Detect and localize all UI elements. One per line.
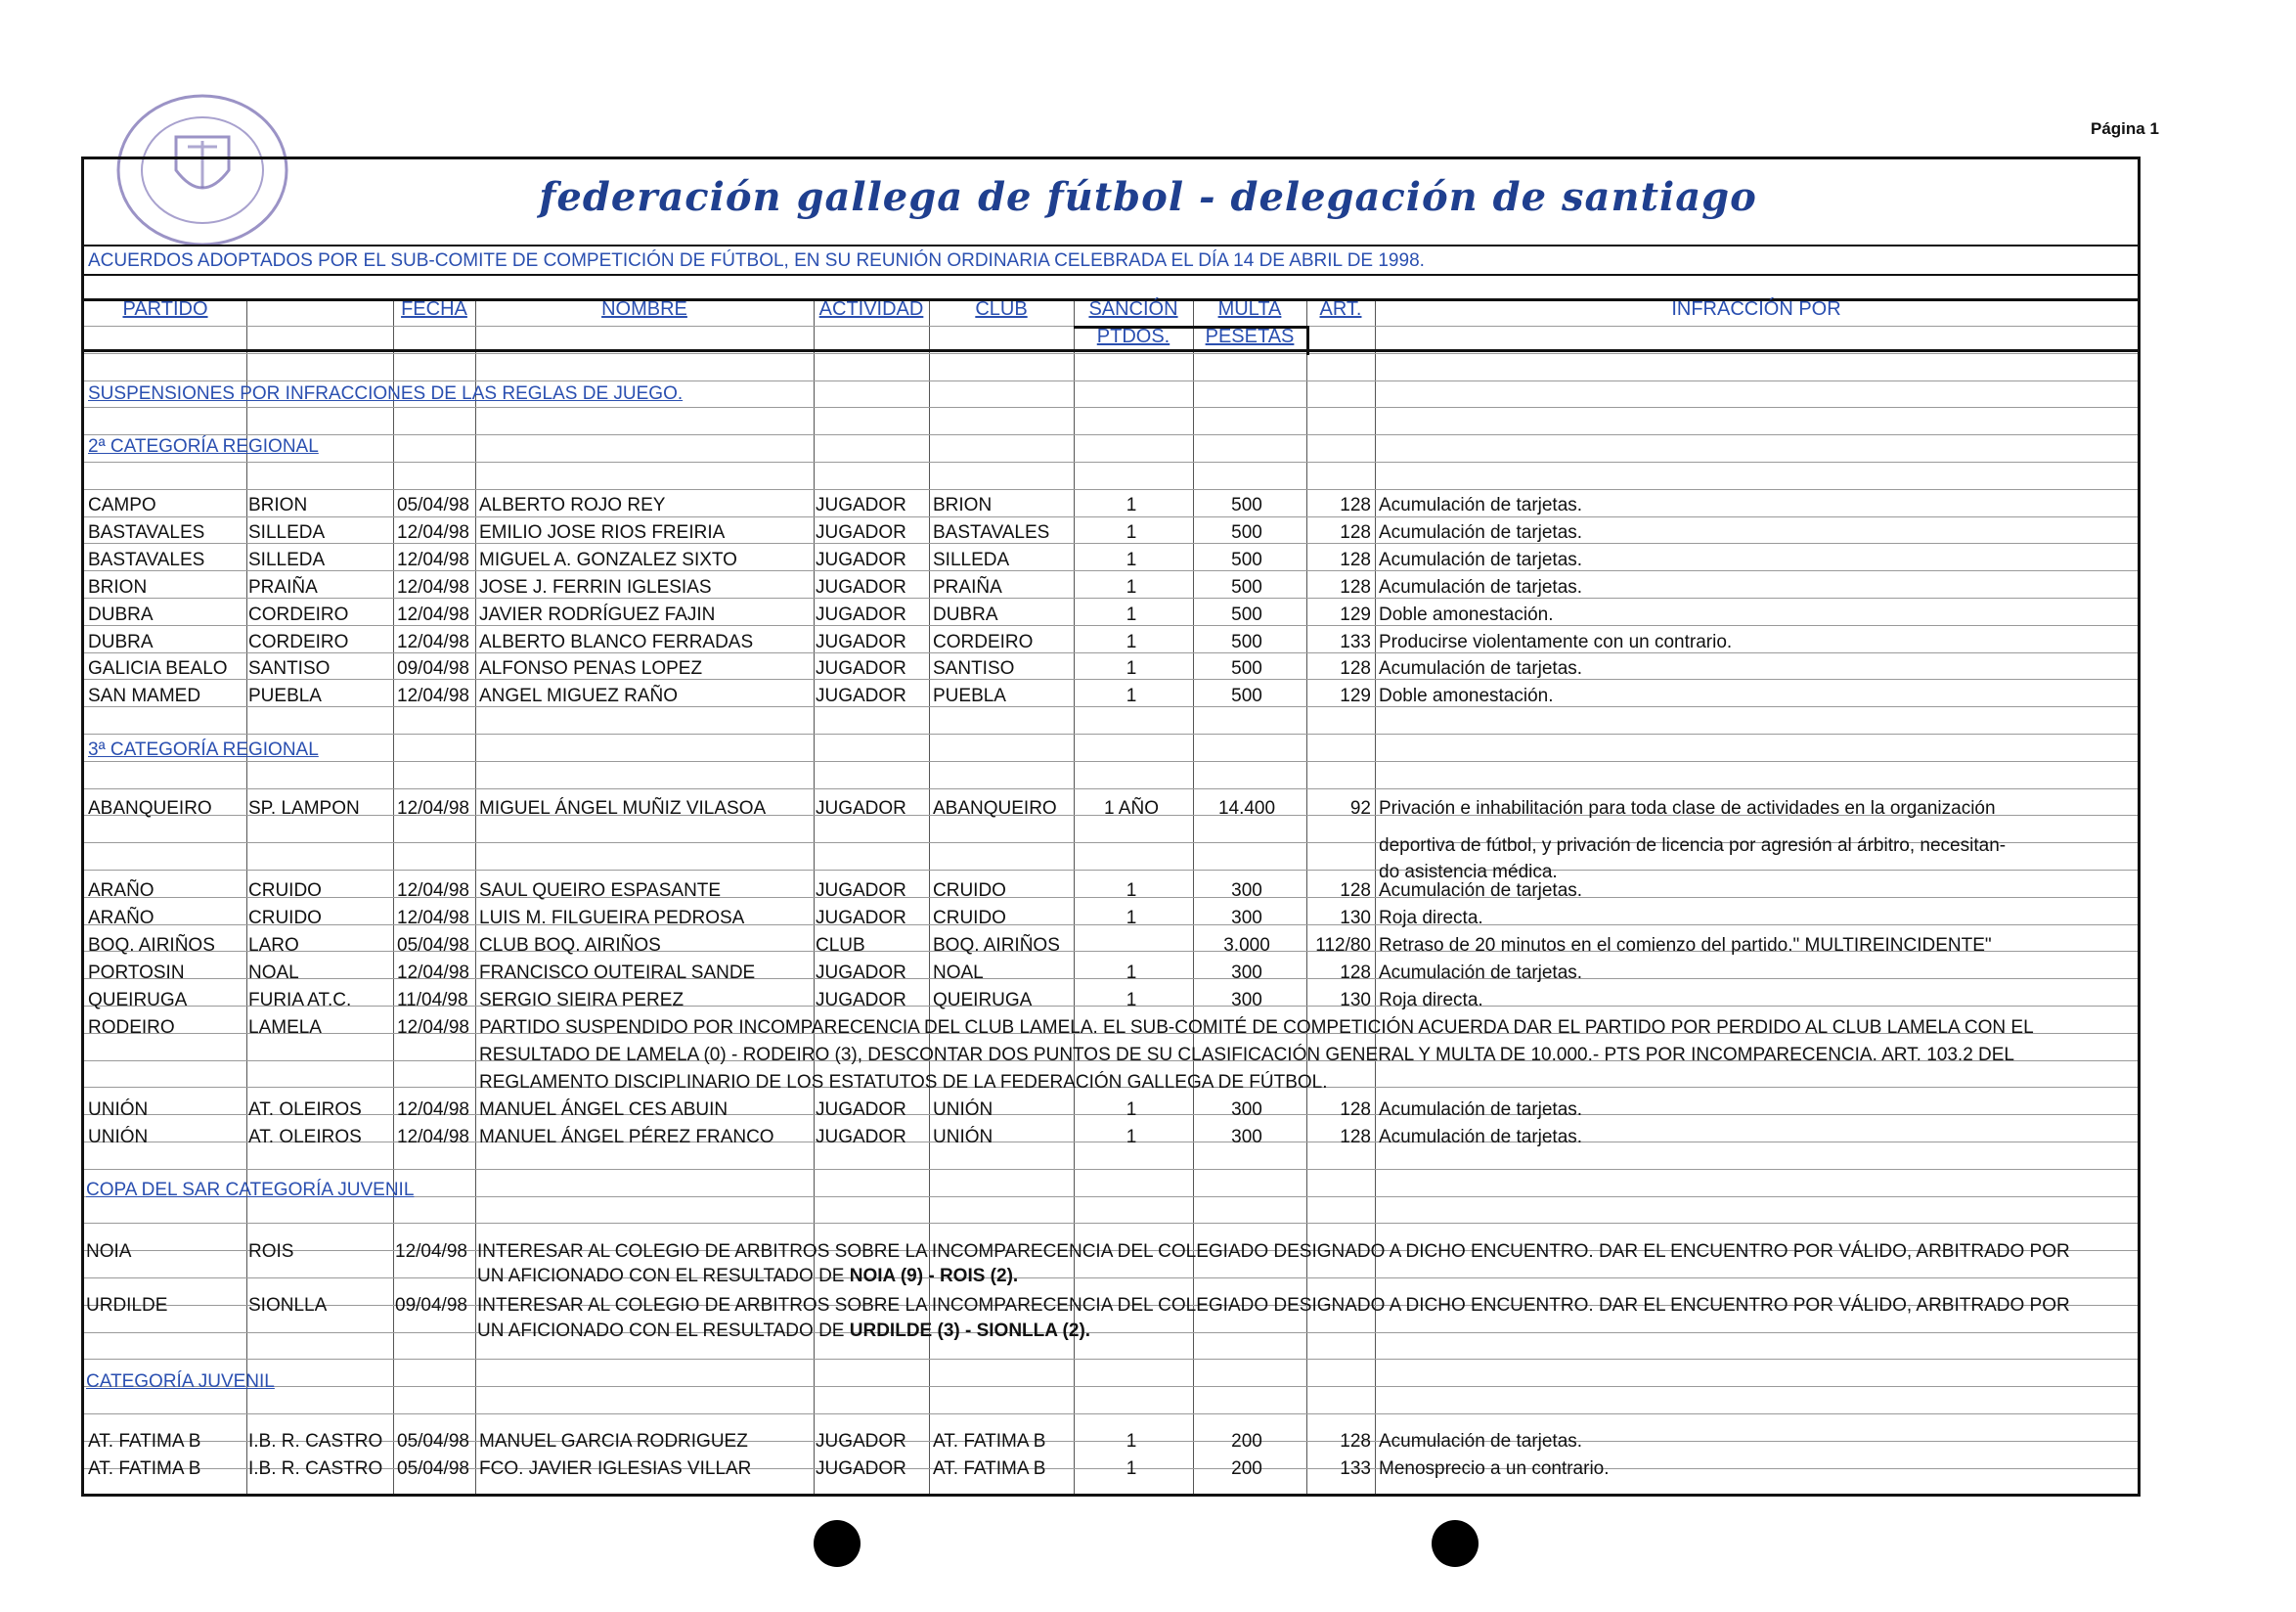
cell-infraccion: Acumulación de tarjetas. <box>1379 1127 1583 1147</box>
cell-visitante: I.B. R. CASTRO <box>248 1458 383 1479</box>
cell-visitante: SIONLLA <box>248 1295 328 1316</box>
cell-fecha: 09/04/98 <box>395 1295 467 1316</box>
table-row <box>0 1239 2296 1265</box>
cell-local: GALICIA BEALO <box>88 658 228 679</box>
cell-multa: 300 <box>1231 880 1262 901</box>
table-row <box>0 575 2296 601</box>
cell-multa: 500 <box>1231 577 1262 598</box>
cell-fecha: 05/04/98 <box>397 495 469 515</box>
cell-fecha: 12/04/98 <box>397 798 469 819</box>
cell-multa: 300 <box>1231 963 1262 983</box>
cell-fecha: 12/04/98 <box>397 1017 469 1038</box>
cell-club: AT. FATIMA B <box>933 1431 1046 1452</box>
cell-visitante: FURIA AT.C. <box>248 990 352 1010</box>
cell-multa: 14.400 <box>1217 798 1276 819</box>
cell-sancion: 1 <box>1126 522 1137 543</box>
table-row <box>0 603 2296 628</box>
header-infraccion: INFRACCIÓN POR <box>1671 298 1841 320</box>
cell-local: SAN MAMED <box>88 686 201 706</box>
cell-nombre: SERGIO SIEIRA PEREZ <box>479 990 684 1010</box>
cell-fecha: 09/04/98 <box>397 658 469 679</box>
cell-club: CRUIDO <box>933 880 1006 901</box>
grid-row-line <box>84 761 2138 762</box>
cell-fecha: 12/04/98 <box>395 1241 467 1262</box>
cell-infraccion: Acumulación de tarjetas. <box>1379 658 1583 679</box>
table-row <box>0 656 2296 682</box>
cell-local: ABANQUEIRO <box>88 798 212 819</box>
cell-infraccion: Retraso de 20 minutos en el comienzo del partido." MULTIREINCIDENTE" <box>1379 935 1992 956</box>
cell-club: DUBRA <box>933 604 998 625</box>
resolucion-continuation <box>477 1266 1018 1287</box>
cell-infraccion: Acumulación de tarjetas. <box>1379 550 1583 570</box>
cell-visitante: BRION <box>248 495 308 515</box>
resolucion-continuation: RESULTADO DE LAMELA (0) - RODEIRO (3), DESCONTAR DOS PUNTOS DE SU CLASIFICACIÓN GENERAL Y MULTA DE 10.000.- PTS POR INCOMPARECENCIA. ART. 103.2 DEL <box>479 1045 2014 1065</box>
cell-sancion: 1 <box>1126 604 1137 625</box>
cell-infraccion: Acumulación de tarjetas. <box>1379 495 1583 515</box>
cell-fecha: 05/04/98 <box>397 1458 469 1479</box>
grid-row-line <box>84 407 2138 408</box>
cell-art: 92 <box>1349 798 1371 819</box>
page-number: Página 1 <box>2091 119 2159 138</box>
section-cat3: 3ª CATEGORÍA REGIONAL <box>88 739 319 760</box>
cell-actividad: JUGADOR <box>816 1099 906 1120</box>
cell-local: QUEIRUGA <box>88 990 188 1010</box>
header-club: CLUB <box>975 298 1028 320</box>
cell-actividad: JUGADOR <box>816 495 906 515</box>
cell-fecha: 12/04/98 <box>397 550 469 570</box>
cell-multa: 300 <box>1231 908 1262 928</box>
cell-visitante: ROIS <box>248 1241 294 1262</box>
cell-infraccion: Acumulación de tarjetas. <box>1379 1431 1583 1452</box>
divider <box>81 274 2141 276</box>
cell-local: BOQ. AIRIÑOS <box>88 935 215 956</box>
grid-row-line <box>84 1169 2138 1170</box>
grid-row-line <box>84 1359 2138 1360</box>
resolucion-result: URDILDE (3) - SIONLLA (2). <box>849 1321 1091 1341</box>
cell-multa: 500 <box>1231 495 1262 515</box>
cell-art: 128 <box>1340 1127 1371 1147</box>
document-title: federación gallega de fútbol - delegación de santiago <box>539 174 1757 220</box>
grid-row-line <box>84 1413 2138 1414</box>
cell-infraccion: Doble amonestación. <box>1379 604 1554 625</box>
document-subtitle: ACUERDOS ADOPTADOS POR EL SUB-COMITE DE COMPETICIÓN DE FÚTBOL, EN SU REUNIÓN ORDINARIA CELEBRADA EL DÍA 14 DE ABRIL DE 1998. <box>88 250 1425 271</box>
cell-art: 128 <box>1340 1431 1371 1452</box>
header-art: ART. <box>1319 298 1362 320</box>
cell-club: BOQ. AIRIÑOS <box>933 935 1060 956</box>
cell-club: SILLEDA <box>933 550 1010 570</box>
grid-row-line <box>84 1277 2138 1278</box>
table-row <box>0 1097 2296 1123</box>
cell-multa: 500 <box>1231 550 1262 570</box>
cell-nombre: ALBERTO ROJO REY <box>479 495 666 515</box>
cell-infraccion: Acumulación de tarjetas. <box>1379 577 1583 598</box>
table-row <box>0 933 2296 959</box>
grid-row-line <box>84 788 2138 789</box>
cell-fecha: 12/04/98 <box>397 1127 469 1147</box>
table-row <box>0 493 2296 518</box>
grid-row-line <box>84 1332 2138 1333</box>
cell-local: BASTAVALES <box>88 550 205 570</box>
cell-nombre: MANUEL GARCIA RODRIGUEZ <box>479 1431 748 1452</box>
cell-sancion: 1 <box>1126 990 1137 1010</box>
cell-sancion: 1 <box>1126 658 1137 679</box>
cell-actividad: JUGADOR <box>816 550 906 570</box>
cell-visitante: CORDEIRO <box>248 604 349 625</box>
cell-nombre: EMILIO JOSE RIOS FREIRIA <box>479 522 726 543</box>
cell-fecha: 12/04/98 <box>397 686 469 706</box>
grid-row-line <box>84 734 2138 735</box>
cell-nombre: FRANCISCO OUTEIRAL SANDE <box>479 963 756 983</box>
grid-row-line <box>84 1223 2138 1224</box>
cell-art: 129 <box>1340 604 1371 625</box>
cell-fecha: 05/04/98 <box>397 1431 469 1452</box>
header-partido: PARTIDO <box>122 298 208 320</box>
cell-visitante: I.B. R. CASTRO <box>248 1431 383 1452</box>
cell-nombre: MIGUEL A. GONZALEZ SIXTO <box>479 550 737 570</box>
cell-actividad: JUGADOR <box>816 1431 906 1452</box>
cell-club: BASTAVALES <box>933 522 1050 543</box>
table-row <box>0 1293 2296 1319</box>
section-juvenil: CATEGORÍA JUVENIL <box>86 1371 275 1392</box>
cell-infraccion: Acumulación de tarjetas. <box>1379 522 1583 543</box>
cell-infraccion: Acumulación de tarjetas. <box>1379 880 1583 901</box>
resolucion-text: UN AFICIONADO CON EL RESULTADO DE <box>477 1321 850 1341</box>
resolucion-continuation <box>477 1321 1090 1342</box>
resolucion-result: NOIA (9) - ROIS (2). <box>849 1266 1019 1286</box>
cell-sancion: 1 <box>1126 1099 1137 1120</box>
divider <box>1074 326 1306 329</box>
cell-club: SANTISO <box>933 658 1015 679</box>
cell-multa: 500 <box>1231 658 1262 679</box>
cell-multa: 300 <box>1231 990 1262 1010</box>
cell-sancion: 1 <box>1126 963 1137 983</box>
cell-actividad: JUGADOR <box>816 658 906 679</box>
cell-fecha: 12/04/98 <box>397 880 469 901</box>
cell-visitante: AT. OLEIROS <box>248 1127 362 1147</box>
cell-club: UNIÓN <box>933 1099 993 1120</box>
cell-club: AT. FATIMA B <box>933 1458 1046 1479</box>
cell-local: NOIA <box>86 1241 132 1262</box>
cell-fecha: 05/04/98 <box>397 935 469 956</box>
section-cat2: 2ª CATEGORÍA REGIONAL <box>88 436 319 457</box>
cell-art: 128 <box>1340 550 1371 570</box>
table-row <box>0 630 2296 655</box>
cell-art: 128 <box>1340 1099 1371 1120</box>
cell-art: 129 <box>1340 686 1371 706</box>
cell-visitante: SANTISO <box>248 658 331 679</box>
cell-art: 130 <box>1340 990 1371 1010</box>
header-nombre: NOMBRE <box>601 298 687 320</box>
cell-nombre: FCO. JAVIER IGLESIAS VILLAR <box>479 1458 752 1479</box>
cell-visitante: CORDEIRO <box>248 632 349 652</box>
cell-resolucion: INTERESAR AL COLEGIO DE ARBITROS SOBRE LA INCOMPARECENCIA DEL COLEGIADO DESIGNADO A DICHO ENCUENTRO. DAR EL ENCUENTRO POR VÁLIDO, ARBITRADO POR <box>477 1241 2070 1262</box>
grid-row-line <box>84 1386 2138 1387</box>
cell-sancion: 1 <box>1126 880 1137 901</box>
cell-visitante: PRAIÑA <box>248 577 318 598</box>
cell-local: BASTAVALES <box>88 522 205 543</box>
cell-club: NOAL <box>933 963 984 983</box>
cell-infraccion: Producirse violentamente con un contrario. <box>1379 632 1733 652</box>
cell-infraccion: Roja directa. <box>1379 990 1483 1010</box>
cell-visitante: SP. LAMPON <box>248 798 360 819</box>
cell-multa: 200 <box>1231 1431 1262 1452</box>
cell-sancion: 1 <box>1126 1127 1137 1147</box>
cell-actividad: JUGADOR <box>816 798 906 819</box>
cell-actividad: JUGADOR <box>816 522 906 543</box>
cell-local: AT. FATIMA B <box>88 1458 201 1479</box>
cell-local: RODEIRO <box>88 1017 175 1038</box>
cell-fecha: 12/04/98 <box>397 522 469 543</box>
cell-infraccion: Acumulación de tarjetas. <box>1379 963 1583 983</box>
cell-club: CORDEIRO <box>933 632 1034 652</box>
grid-row-line <box>84 489 2138 490</box>
infraccion-continuation: do asistencia médica. <box>1379 862 1558 882</box>
divider <box>1306 326 1309 355</box>
punch-hole <box>1432 1520 1479 1567</box>
table-row <box>0 1429 2296 1455</box>
section-copa-sar: COPA DEL SAR CATEGORÍA JUVENIL <box>86 1180 415 1200</box>
header-multa: MULTA <box>1217 298 1282 320</box>
cell-sancion: 1 <box>1126 632 1137 652</box>
cell-local: ARAÑO <box>88 880 155 901</box>
cell-actividad: JUGADOR <box>816 577 906 598</box>
cell-infraccion: Roja directa. <box>1379 908 1483 928</box>
cell-infraccion: Acumulación de tarjetas. <box>1379 1099 1583 1120</box>
cell-club: UNIÓN <box>933 1127 993 1147</box>
cell-sancion: 1 <box>1126 550 1137 570</box>
cell-fecha: 12/04/98 <box>397 577 469 598</box>
cell-sancion: 1 <box>1126 495 1137 515</box>
cell-club: QUEIRUGA <box>933 990 1033 1010</box>
cell-art: 128 <box>1340 963 1371 983</box>
cell-nombre: MIGUEL ÁNGEL MUÑIZ VILASOA <box>479 798 767 819</box>
table-row <box>0 961 2296 986</box>
cell-fecha: 12/04/98 <box>397 908 469 928</box>
cell-actividad: JUGADOR <box>816 908 906 928</box>
cell-multa: 500 <box>1231 632 1262 652</box>
cell-local: UNIÓN <box>88 1099 149 1120</box>
cell-infraccion: Menosprecio a un contrario. <box>1379 1458 1610 1479</box>
table-row <box>0 796 2296 822</box>
cell-multa: 300 <box>1231 1127 1262 1147</box>
cell-fecha: 11/04/98 <box>397 990 468 1010</box>
cell-sancion: 1 <box>1126 686 1137 706</box>
header-actividad: ACTIVIDAD <box>818 298 924 320</box>
cell-club: CRUIDO <box>933 908 1006 928</box>
cell-fecha: 12/04/98 <box>397 963 469 983</box>
cell-visitante: CRUIDO <box>248 908 322 928</box>
table-row <box>0 548 2296 573</box>
cell-multa: 300 <box>1231 1099 1262 1120</box>
grid-row-line <box>84 870 2138 871</box>
cell-nombre: ANGEL MIGUEZ RAÑO <box>479 686 679 706</box>
cell-nombre: SAUL QUEIRO ESPASANTE <box>479 880 722 901</box>
cell-actividad: JUGADOR <box>816 990 906 1010</box>
resolucion-continuation: REGLAMENTO DISCIPLINARIO DE LOS ESTATUTOS DE LA FEDERACIÓN GALLEGA DE FÚTBOL. <box>479 1072 1328 1093</box>
cell-art: 128 <box>1340 658 1371 679</box>
cell-multa: 500 <box>1231 522 1262 543</box>
header-sancion: SANCIÓN <box>1088 298 1178 320</box>
resolucion-text: UN AFICIONADO CON EL RESULTADO DE <box>477 1266 850 1286</box>
cell-art: 112/80 <box>1315 935 1371 956</box>
cell-art: 133 <box>1340 632 1371 652</box>
header-ptdos: PTDOS. <box>1096 326 1170 347</box>
cell-actividad: JUGADOR <box>816 686 906 706</box>
header-pesetas: PESETAS <box>1205 326 1295 347</box>
cell-local: ARAÑO <box>88 908 155 928</box>
grid-row-line <box>84 434 2138 435</box>
cell-art: 128 <box>1340 577 1371 598</box>
table-row <box>0 906 2296 931</box>
cell-fecha: 12/04/98 <box>397 632 469 652</box>
cell-sancion: 1 <box>1126 908 1137 928</box>
cell-actividad: JUGADOR <box>816 880 906 901</box>
infraccion-continuation: deportiva de fútbol, y privación de licencia por agresión al árbitro, necesitan- <box>1379 835 2007 856</box>
cell-local: DUBRA <box>88 604 154 625</box>
cell-actividad: CLUB <box>816 935 865 956</box>
cell-local: URDILDE <box>86 1295 168 1316</box>
cell-actividad: JUGADOR <box>816 963 906 983</box>
cell-club: BRION <box>933 495 993 515</box>
cell-local: UNIÓN <box>88 1127 149 1147</box>
cell-art: 133 <box>1340 1458 1371 1479</box>
cell-actividad: JUGADOR <box>816 1458 906 1479</box>
cell-actividad: JUGADOR <box>816 632 906 652</box>
cell-fecha: 12/04/98 <box>397 604 469 625</box>
cell-multa: 200 <box>1231 1458 1262 1479</box>
grid-row-line <box>84 353 2138 354</box>
divider <box>81 245 2141 246</box>
table-row <box>0 1456 2296 1482</box>
cell-infraccion: Doble amonestación. <box>1379 686 1554 706</box>
cell-resolucion: INTERESAR AL COLEGIO DE ARBITROS SOBRE LA INCOMPARECENCIA DEL COLEGIADO DESIGNADO A DICHO ENCUENTRO. DAR EL ENCUENTRO POR VÁLIDO, ARBITRADO POR <box>477 1295 2070 1316</box>
cell-visitante: SILLEDA <box>248 522 326 543</box>
cell-nombre: JOSE J. FERRIN IGLESIAS <box>479 577 712 598</box>
table-row <box>0 520 2296 546</box>
cell-sancion: 1 AÑO <box>1104 798 1159 819</box>
cell-resolucion: PARTIDO SUSPENDIDO POR INCOMPARECENCIA DEL CLUB LAMELA. EL SUB-COMITÉ DE COMPETICIÓN ACUERDA DAR EL PARTIDO POR PERDIDO AL CLUB LAMELA CON EL <box>479 1017 2034 1038</box>
cell-visitante: PUEBLA <box>248 686 322 706</box>
cell-art: 128 <box>1340 522 1371 543</box>
table-row <box>0 988 2296 1013</box>
cell-nombre: MANUEL ÁNGEL PÉREZ FRANCO <box>479 1127 774 1147</box>
table-row <box>0 878 2296 904</box>
cell-nombre: ALFONSO PENAS LOPEZ <box>479 658 703 679</box>
cell-nombre: MANUEL ÁNGEL CES ABUIN <box>479 1099 729 1120</box>
cell-actividad: JUGADOR <box>816 604 906 625</box>
cell-club: PUEBLA <box>933 686 1006 706</box>
table-row <box>0 684 2296 709</box>
cell-sancion: 1 <box>1126 577 1137 598</box>
cell-local: BRION <box>88 577 148 598</box>
cell-visitante: SILLEDA <box>248 550 326 570</box>
cell-nombre: CLUB BOQ. AIRIÑOS <box>479 935 661 956</box>
cell-club: ABANQUEIRO <box>933 798 1057 819</box>
cell-nombre: ALBERTO BLANCO FERRADAS <box>479 632 754 652</box>
table-row <box>0 1125 2296 1150</box>
header-fecha: FECHA <box>401 298 467 320</box>
cell-sancion: 1 <box>1126 1458 1137 1479</box>
cell-infraccion: Privación e inhabilitación para toda clase de actividades en la organización <box>1379 798 1996 819</box>
cell-multa: 500 <box>1231 686 1262 706</box>
cell-art: 128 <box>1340 495 1371 515</box>
table-row <box>0 1015 2296 1041</box>
cell-nombre: JAVIER RODRÍGUEZ FAJIN <box>479 604 716 625</box>
grid-row-line <box>84 462 2138 463</box>
punch-hole <box>814 1520 861 1567</box>
cell-visitante: CRUIDO <box>248 880 322 901</box>
cell-local: PORTOSIN <box>88 963 185 983</box>
cell-local: AT. FATIMA B <box>88 1431 201 1452</box>
cell-local: DUBRA <box>88 632 154 652</box>
cell-fecha: 12/04/98 <box>397 1099 469 1120</box>
cell-multa: 3.000 <box>1223 935 1270 956</box>
cell-art: 130 <box>1340 908 1371 928</box>
cell-visitante: AT. OLEIROS <box>248 1099 362 1120</box>
cell-local: CAMPO <box>88 495 156 515</box>
cell-nombre: LUIS M. FILGUEIRA PEDROSA <box>479 908 745 928</box>
cell-visitante: LARO <box>248 935 299 956</box>
cell-sancion: 1 <box>1126 1431 1137 1452</box>
cell-art: 128 <box>1340 880 1371 901</box>
cell-visitante: NOAL <box>248 963 299 983</box>
section-suspensiones: SUSPENSIONES POR INFRACCIONES DE LAS REGLAS DE JUEGO. <box>88 383 684 404</box>
cell-club: PRAIÑA <box>933 577 1002 598</box>
cell-multa: 500 <box>1231 604 1262 625</box>
cell-visitante: LAMELA <box>248 1017 322 1038</box>
cell-actividad: JUGADOR <box>816 1127 906 1147</box>
